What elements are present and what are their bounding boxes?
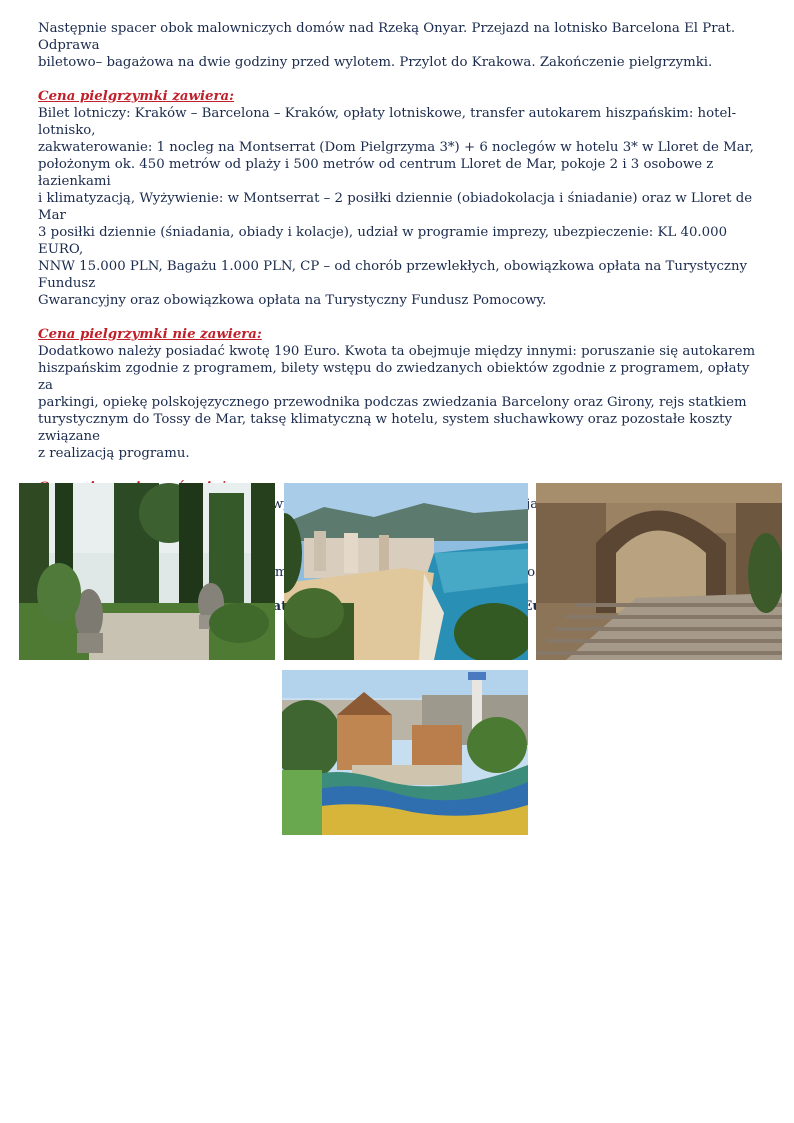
intro-line: biletowo– bagażowa na dwie godziny przed wylotem. Przylot do Krakowa. Zakończenie pielgrzymki. [38,55,713,70]
excludes-line: hiszpańskim zgodnie z programem, bilety wstępu do zwiedzanych obiektów zgodnie z programem, opłaty za [38,361,750,393]
excludes-line: turystycznym do Tossy de Mar, taksę klimatyczną w hotelu, system słuchawkowy oraz pozostałe koszty związane [38,412,733,444]
includes-line: Bilet lotniczy: Kraków – Barcelona – Kraków, opłaty lotniskowe, transfer autokarem hiszpańskim: hotel-lotnisko, [38,106,737,138]
excludes-heading: Cena pielgrzymki nie zawiera: [38,327,262,342]
lloret-beach-photo [284,483,528,660]
includes-line: położonym ok. 450 metrów od plaży i 500 metrów od centrum Lloret de Mar, pokoje 2 i 3 osobowe z łazienkami [38,157,714,189]
includes-line: zakwaterowanie: 1 nocleg na Montserrat (Dom Pielgrzyma 3*) + 6 noclegów w hotelu 3* w Lloret de Mar, [38,140,754,155]
includes-line: i klimatyzacją, Wyżywienie: w Montserrat – 2 posiłki dziennie (obiadokolacja i śniadanie) oraz w Lloret de Mar [38,191,753,223]
garden-statues-photo [19,483,275,660]
park-guell-photo [282,670,528,835]
excludes-line: z realizacją programu. [38,446,190,461]
excludes-line: parkingi, opiekę polskojęzycznego przewodnika podczas zwiedzania Barcelony oraz Girony, rejs statkiem [38,395,747,410]
excludes-line: Dodatkowo należy posiadać kwotę 190 Euro. Kwota ta obejmuje między innymi: poruszanie się autokarem [38,344,756,359]
intro-paragraph [38,20,762,71]
includes-line: Gwarancyjny oraz obowiązkowa opłata na Turystyczny Fundusz Pomocowy. [38,293,547,308]
intro-line: Następnie spacer obok malowniczych domów nad Rzeką Onyar. Przejazd na lotnisko Barcelona El Prat. Odprawa [38,21,736,53]
excludes-also-line: przejazdu [496,497,563,512]
includes-heading: Cena pielgrzymki zawiera: [38,89,235,104]
girona-stairs-photo [536,483,782,660]
excludes-section [38,326,762,462]
includes-line: 3 posiłki dziennie (śniadania, obiady i kolacje), udział w programie imprezy, ubezpieczenie: KL 40.000 EURO, [38,225,728,257]
includes-section [38,88,762,309]
includes-line: NNW 15.000 PLN, Bagażu 1.000 PLN, CP – od chorób przewlekłych, obowiązkowa opłata na Turystyczny Fundusz [38,259,748,291]
